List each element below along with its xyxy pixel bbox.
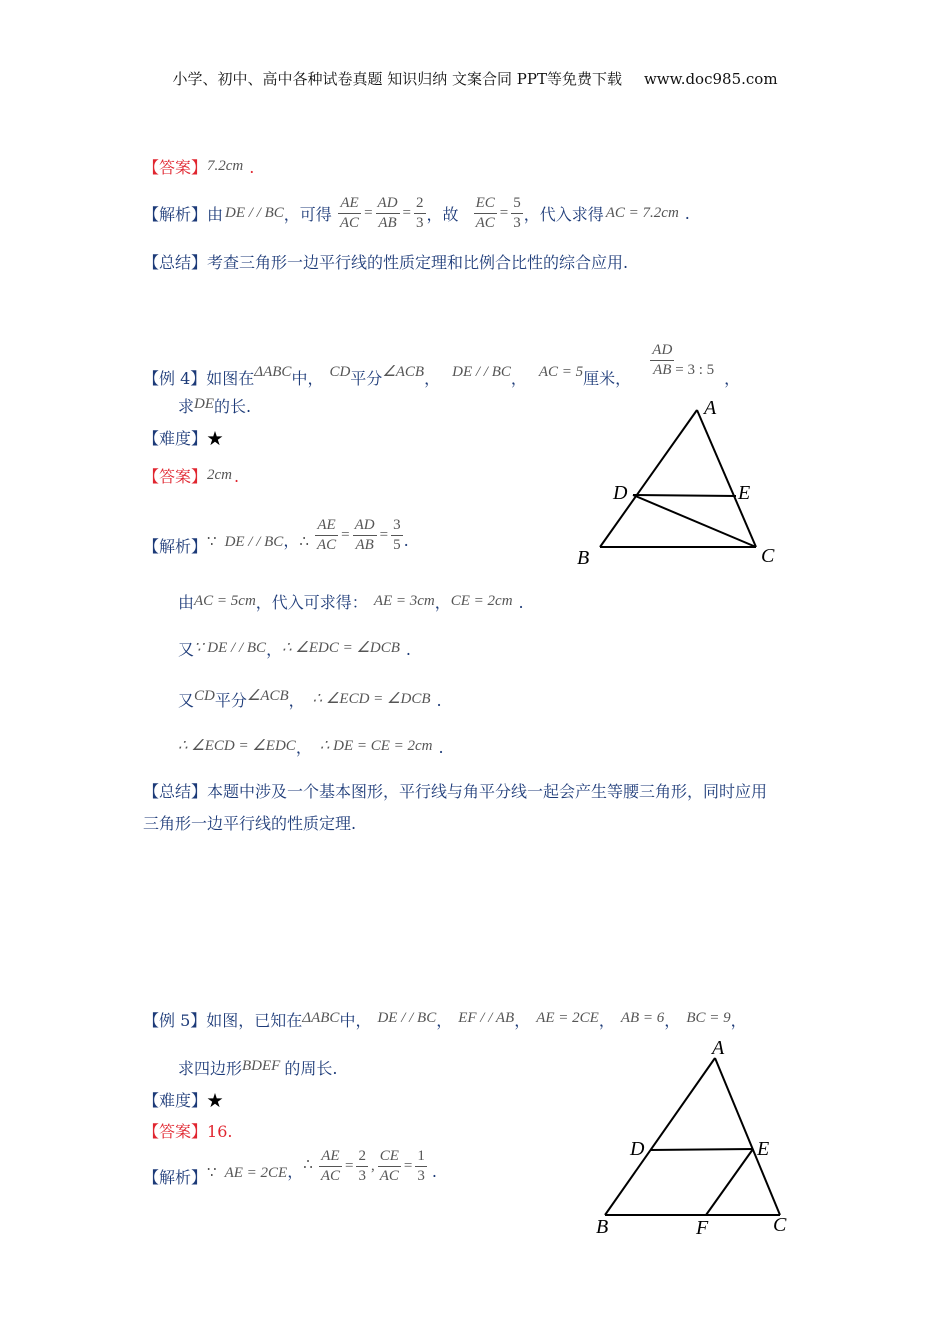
summary-tag: 【总结】 [143,782,208,801]
label-d: D [630,1138,645,1160]
prev-dai: ，代入求得 [523,205,604,224]
segment-ef [706,1149,753,1215]
ex5-question-line1: 【例 5】如图，已知在ΔABC中， DE / / BC， EF / / AB， AE = 2CE， AB = 6， BC = 9， [143,1010,747,1030]
fraction: $\frac{AD}{AB}$ [354,517,375,553]
fraction: $\frac{2}{3}$ [416,195,424,231]
label-e: E [757,1138,770,1160]
ex5-answer-line: 【答案】16. [143,1122,233,1141]
fraction: $\frac{5}{3}$ [513,195,521,231]
ex4-answer-line: 【答案】2cm . [143,467,240,486]
prev-summary-line [143,250,628,273]
answer-tag: 【答案】 [143,158,208,177]
difficulty-tag: 【难度】 [143,1091,208,1110]
label-b: B [577,547,590,569]
ex5-difficulty-line [143,1088,223,1111]
analysis-tag: 【解析】 [143,537,208,556]
label-c: C [761,545,775,567]
fraction: $\frac{AE}{AC}$ [316,517,337,553]
prev-analysis-line: 【解析】由 DE / / BC，可得 $\frac{AE}{AC}$ = $\frac{AD}{AB}$ = $\frac{2}{3}$ ，故 $\frac{EC}{AC}$ = $\frac{5}{3}$ ，代入求得 AC = 7.2cm . [143,195,690,231]
prev-summary-text: 考查三角形一边平行线的性质定理和比例合比性的综合应用. [207,253,629,272]
side-ab [605,1058,715,1215]
label-f: F [696,1217,709,1239]
side-ac [715,1058,780,1215]
fraction: $\frac{AD}{AB}$ [377,195,398,231]
label-a: A [704,397,717,419]
answer-tag: 【答案】 [143,467,208,486]
fraction: $\frac{2}{3}$ [358,1148,366,1184]
ex4-figure [570,390,790,575]
page-header [0,68,950,89]
prev-cond: DE / / BC [225,205,284,221]
summary-tag: 【总结】 [143,253,208,272]
fraction: $\frac{CE}{AC}$ [379,1148,399,1184]
label-b: B [596,1216,609,1238]
segment-de [650,1149,753,1150]
label-d: D [613,482,628,504]
prev-ke: ，可得 [283,205,332,224]
ex4-difficulty-line [143,426,223,449]
fraction: $\frac{AD}{AB}$ [652,342,673,378]
ex5-analysis-line1: 【解析】∵ AE = 2CE，∴ $\frac{AE}{AC}$ = $\frac{2}{3}$ , $\frac{CE}{AC}$ = $\frac{1}{3}$ . [143,1148,437,1187]
segment-de [633,495,736,496]
ex4-analysis-line1: 【解析】∵ DE / / BC，∴ $\frac{AE}{AC}$ = $\frac{AD}{AB}$ = $\frac{3}{5}$ . [143,517,409,556]
label-a: A [712,1037,725,1059]
fraction: $\frac{3}{5}$ [393,517,401,553]
ex5-question-line2: 求四边形BDEF 的周长. [178,1058,338,1078]
ex4-analysis-line3: 又∵ DE / / BC，∴ ∠EDC = ∠DCB . [178,640,411,659]
prev-answer-line [143,155,254,178]
side-ab [600,410,697,547]
label-e: E [738,482,751,504]
period: . [249,158,255,177]
prev-result: AC = 7.2cm [605,205,679,221]
difficulty-stars: ★ [207,429,224,448]
ex5-tag: 【例 5】 [143,1011,207,1030]
ex4-analysis-line5: ∴ ∠ECD = ∠EDC， ∴ DE = CE = 2cm . [178,738,444,757]
fraction: $\frac{1}{3}$ [417,1148,425,1184]
ex4-summary: 【总结】本题中涉及一个基本图形，平行线与角平分线一起会产生等腰三角形，同时应用 三角形一边平行线的性质定理. [143,782,768,833]
label-c: C [773,1214,787,1236]
header-text: 小学、初中、高中各种试卷真题 知识归纳 文案合同 PPT等免费下载 [172,70,622,88]
answer-tag: 【答案】 [143,1122,208,1141]
prev-answer-value: 7.2cm [207,158,244,174]
fraction: $\frac{EC}{AC}$ [475,195,495,231]
ex5-figure [580,1032,810,1242]
fraction: $\frac{AE}{AC}$ [320,1148,341,1184]
ex4-question-line1: 【例 4】如图在ΔABC中， CD平分∠ACB， DE / / BC， AC = 5厘米， $\frac{AD}{AB}$ = 3 : 5 ， [143,342,741,388]
ex4-analysis-line2: 由AC = 5cm，代入可求得： AE = 3cm，CE = 2cm . [178,593,524,612]
ex4-tag: 【例 4】 [143,369,207,388]
header-site: www.doc985.com [643,70,778,88]
prev-you: 由 [207,205,224,224]
prev-gu: ，故 [426,205,459,224]
fraction: $\frac{AE}{AC}$ [339,195,360,231]
difficulty-tag: 【难度】 [143,429,208,448]
ex4-question-line2: 求DE的长. [178,396,252,416]
analysis-tag: 【解析】 [143,1168,208,1187]
ex4-analysis-line4: 又CD平分∠ACB， ∴ ∠ECD = ∠DCB . [178,688,442,710]
difficulty-stars: ★ [207,1091,224,1110]
analysis-tag: 【解析】 [143,205,208,224]
